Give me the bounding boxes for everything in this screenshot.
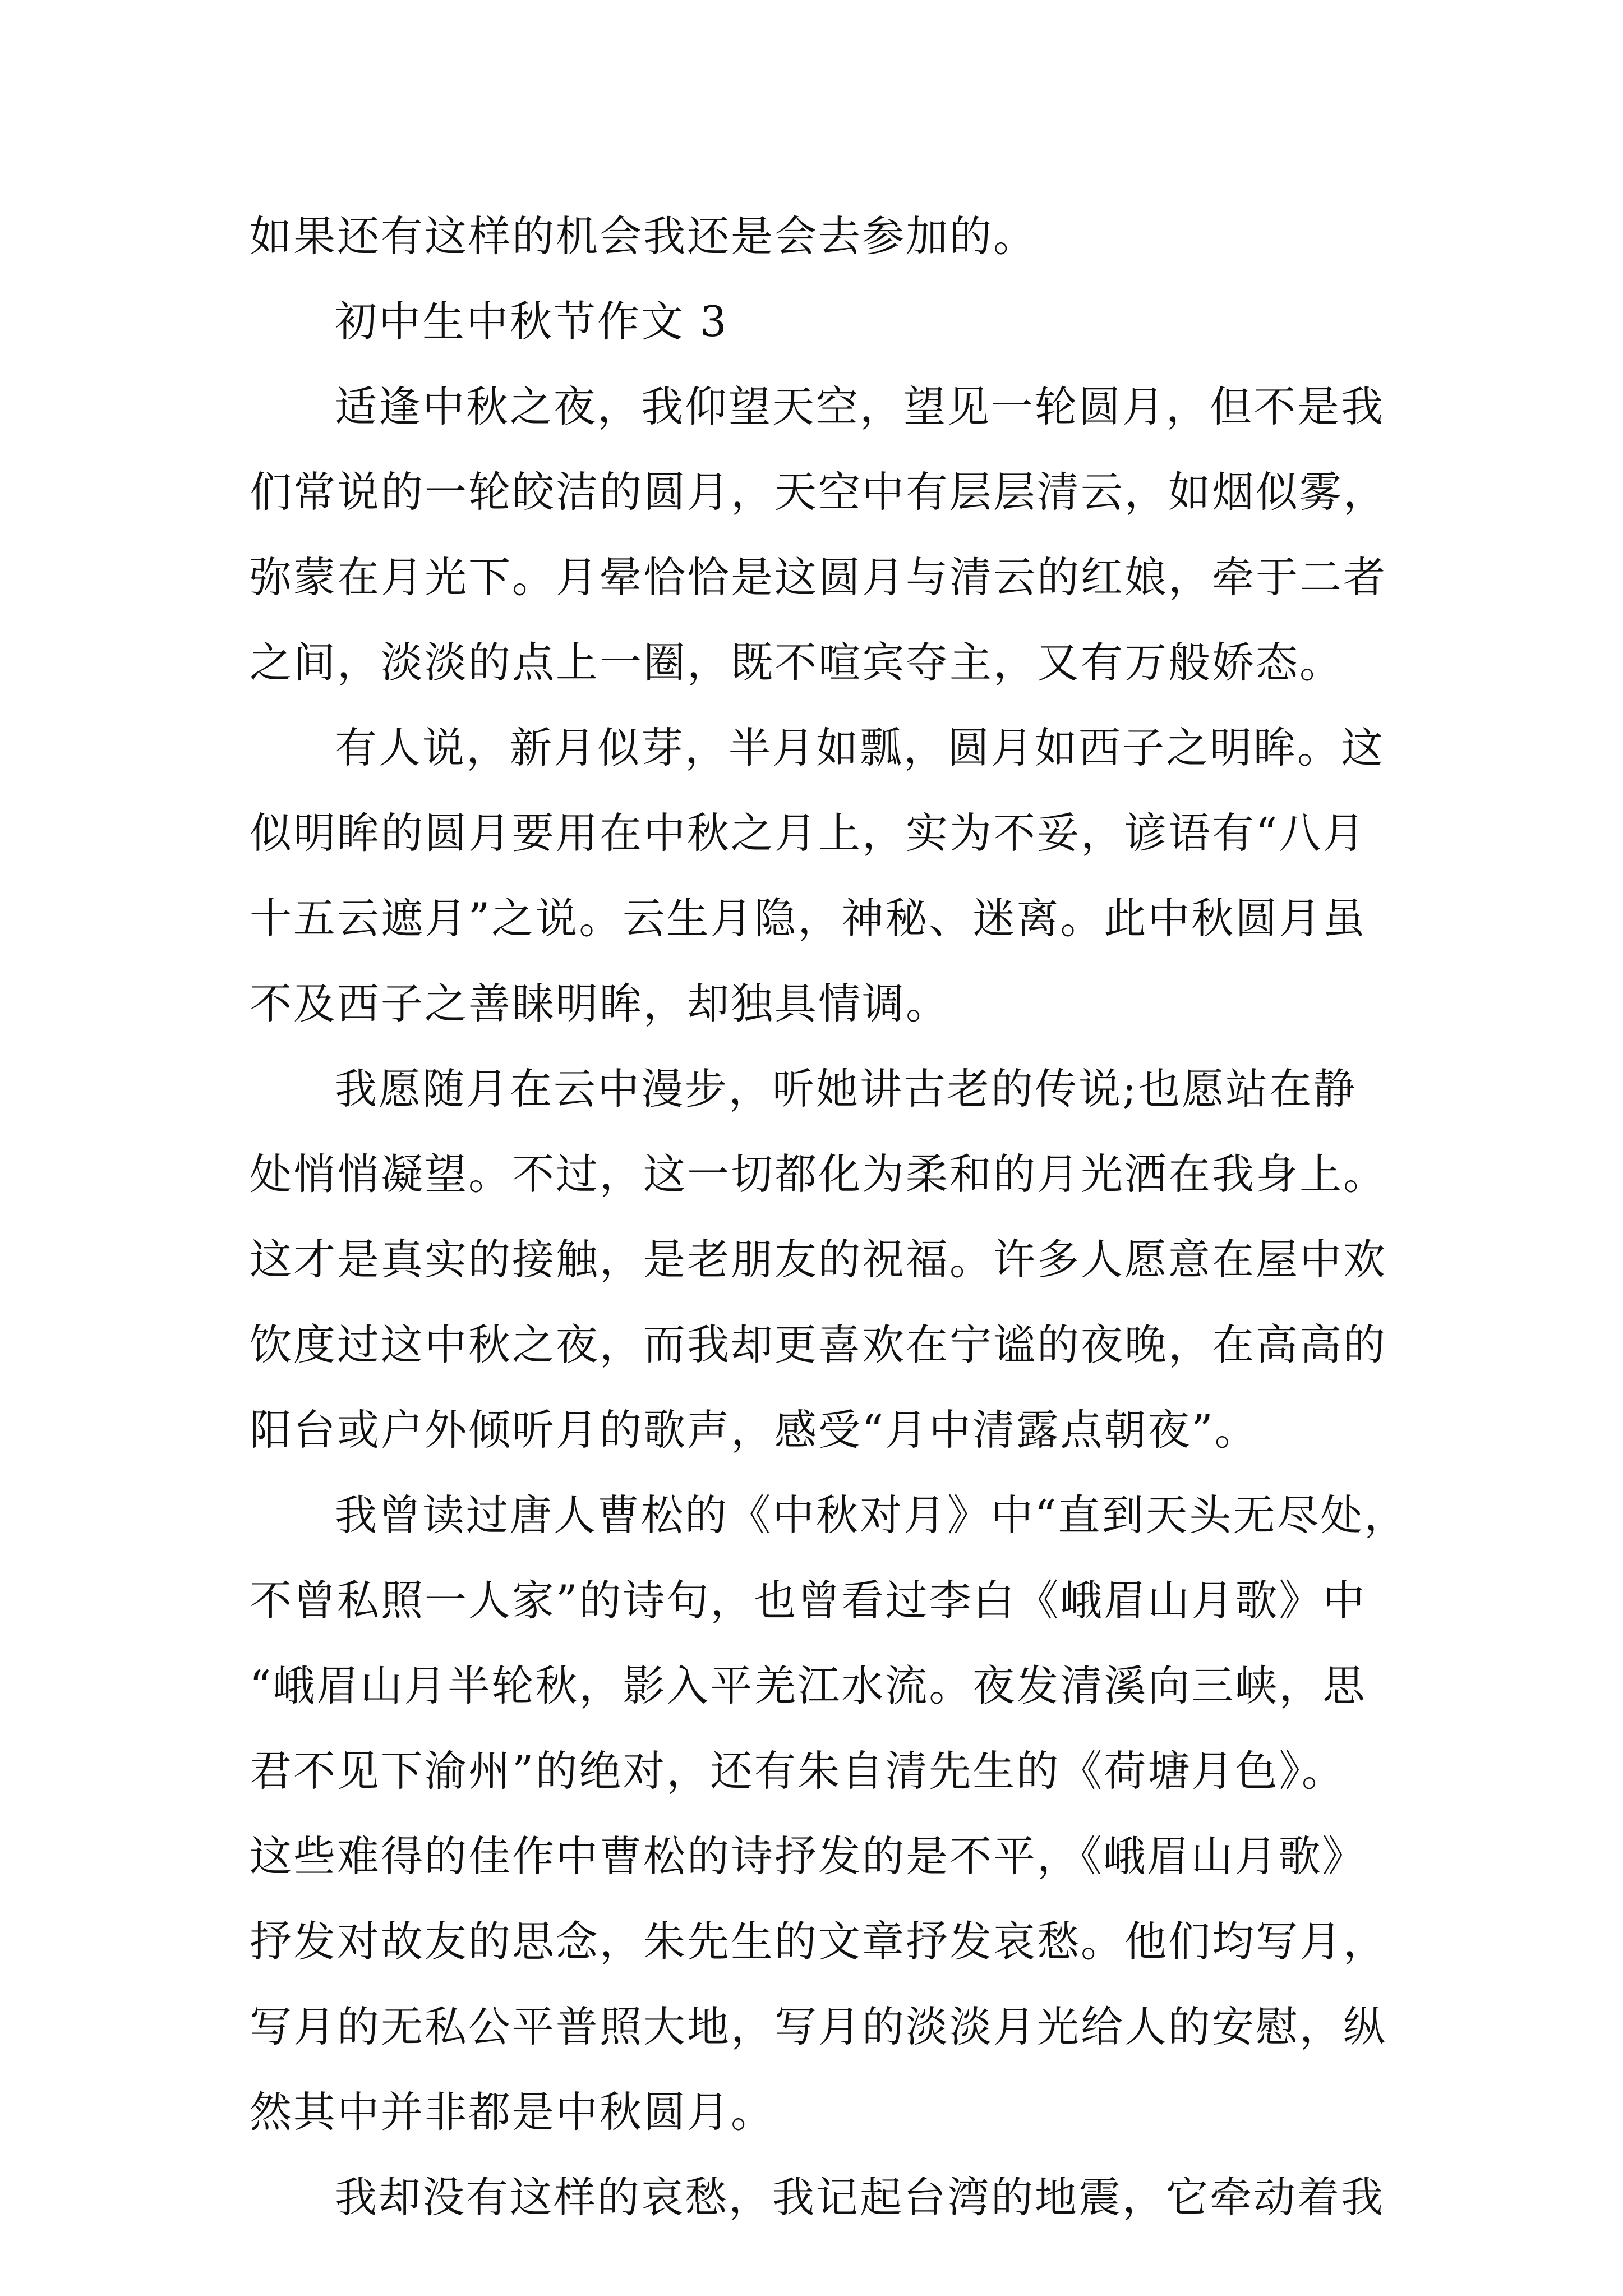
text-line: 我愿随月在云中漫步，听她讲古老的传说;也愿站在静 — [335, 1064, 1357, 1114]
text-line: 之间，淡淡的点上一圈，既不喧宾夺主，又有万般娇态。 — [250, 638, 1344, 687]
text-line: 这些难得的佳作中曹松的诗抒发的是不平，《峨眉山月歌》 — [250, 1832, 1366, 1881]
text-line: 君不见下渝州”的绝对，还有朱自清先生的《荷塘月色》。 — [250, 1746, 1345, 1796]
text-line: 弥蒙在月光下。月晕恰恰是这圆月与清云的红娘，牵于二者 — [250, 553, 1387, 602]
text-line: “峨眉山月半轮秋，影入平羌江水流。夜发清溪向三峡，思 — [250, 1661, 1367, 1710]
text-line: 不及西子之善睐明眸，却独具情调。 — [250, 979, 950, 1028]
text-line: 我曾读过唐人曹松的《中秋对月》中“直到天头无尽处， — [335, 1490, 1408, 1540]
text-line: 饮度过这中秋之夜，而我却更喜欢在宁谧的夜晚，在高高的 — [250, 1320, 1387, 1369]
text-line: 处悄悄凝望。不过，这一切都化为柔和的月光洒在我身上。 — [250, 1149, 1387, 1199]
text-line: 然其中并非都是中秋圆月。 — [250, 2087, 775, 2137]
essay-body — [250, 194, 1408, 2240]
text-line: 不曾私照一人家”的诗句，也曾看过李白《峨眉山月歌》中 — [250, 1576, 1367, 1625]
text-line: 阳台或户外倾听月的歌声，感受“月中清露点朝夜”。 — [250, 1405, 1258, 1455]
text-line: 抒发对故友的思念，朱先生的文章抒发哀愁。他们均写月， — [250, 1917, 1387, 1966]
text-line: 们常说的一轮皎洁的圆月，天空中有层层清云，如烟似雾， — [250, 467, 1387, 517]
text-line: 适逢中秋之夜，我仰望天空，望见一轮圆月，但不是我 — [335, 382, 1385, 431]
text-line: 似明眸的圆月要用在中秋之月上，实为不妥，谚语有“八月 — [250, 808, 1367, 858]
text-line: 十五云遮月”之说。云生月隐，神秘、迷离。此中秋圆月虽 — [250, 894, 1367, 943]
text-line: 我却没有这样的哀愁，我记起台湾的地震，它牵动着我 — [335, 2173, 1385, 2222]
text-line: 这才是真实的接触，是老朋友的祝福。许多人愿意在屋中欢 — [250, 1235, 1387, 1284]
essay-heading: 初中生中秋节作文 3 — [335, 297, 728, 346]
text-line: 如果还有这样的机会我还是会去参加的。 — [250, 211, 1038, 261]
text-line: 有人说，新月似芽，半月如瓢，圆月如西子之明眸。这 — [335, 723, 1385, 772]
text-line: 写月的无私公平普照大地，写月的淡淡月光给人的安慰，纵 — [250, 2002, 1387, 2051]
